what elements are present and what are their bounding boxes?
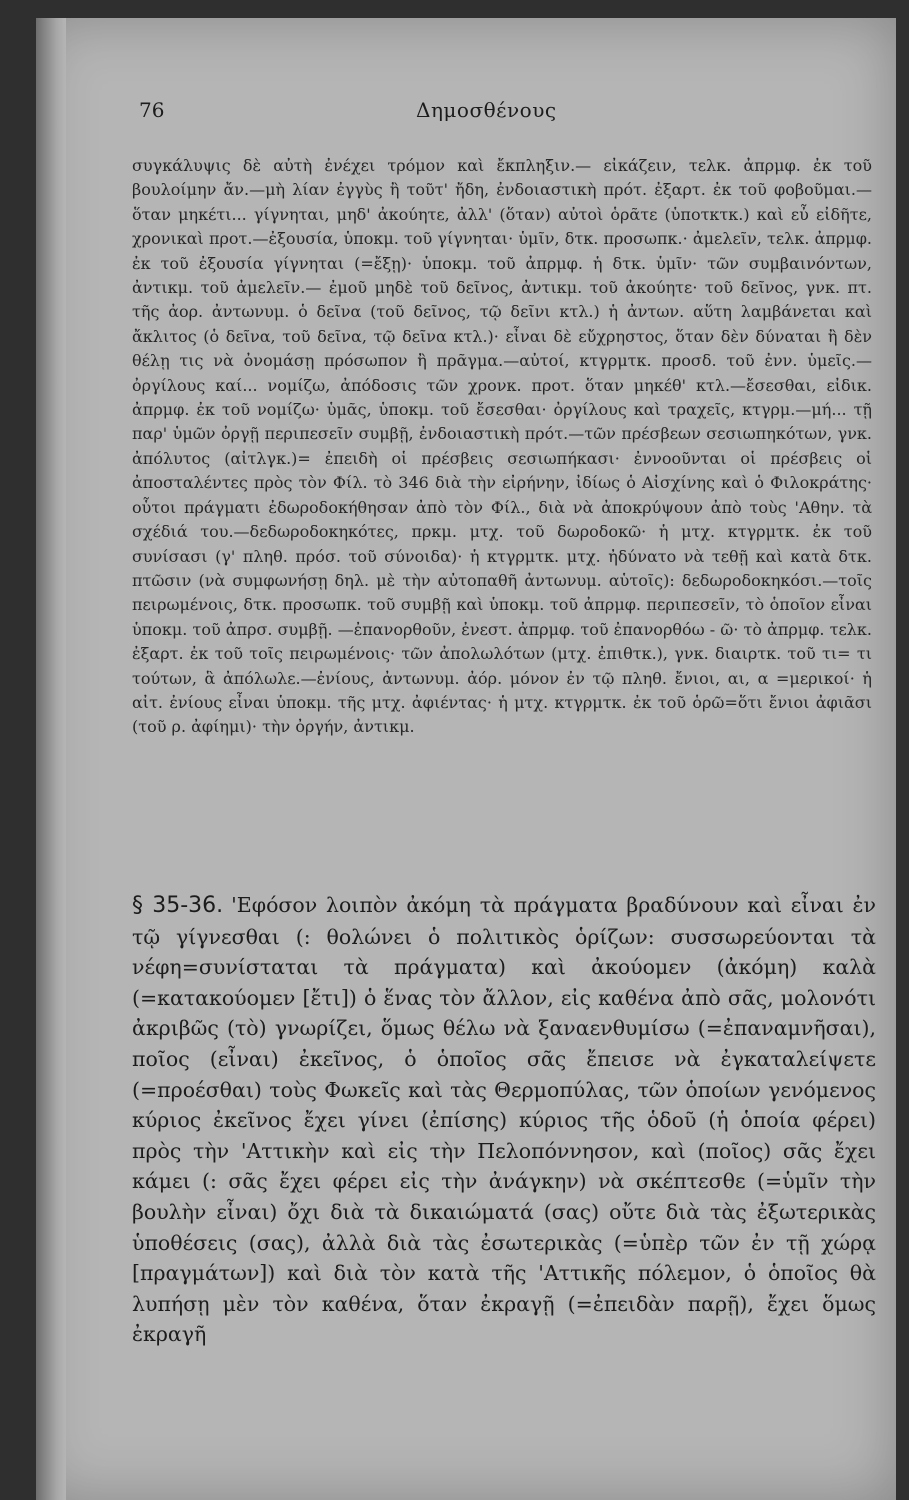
commentary-text: συγκάλυψις δὲ αὐτὴ ἐνέχει τρόμον καὶ ἔκπληξιν.— εἰκάζειν, τελκ. ἀπρμφ. ἐκ τοῦ βουλοίμην ἄν.—μὴ λίαν ἐγγὺς ἢ τοῦτ' ἤδη, ἐνδοιαστικὴ πρότ. ἐξαρτ. ἐκ τοῦ φοβοῦμαι.—ὅταν μηκέτι... γίγνηται, μηδ' ἀκούητε, ἀλλ' (ὅταν) αὐτοὶ ὁρᾶτε (ὑποτκτκ.) καὶ εὖ εἰδῆτε, χρονικαὶ προτ.—ἐξουσία, ὑποκμ. τοῦ γίγνηται· ὑμῖν, δτκ. προσωπκ.· ἀμελεῖν, τελκ. ἀπρμφ. ἐκ τοῦ ἐξουσία γίγνηται (=ἔξῃ)· ὑποκμ. τοῦ ἀπρμφ. ἡ δτκ. ὑμῖν· τῶν συμβαινόντων, ἀντικμ. τοῦ ἀμελεῖν.— ἐμοῦ μηδὲ τοῦ δεῖνος, ἀντικμ. τοῦ ἀκούητε· τοῦ δεῖνος, γνκ. πτ. τῆς ἀορ. ἀντωνυμ. ὁ δεῖνα (τοῦ δεῖνος, τῷ δεῖνι κτλ.) ἡ ἀντων. αὕτη λαμβάνεται καὶ ἄκλιτος (ὁ δεῖνα, τοῦ δεῖνα, τῷ δεῖνα κτλ.)· εἶναι δὲ εὔχρηστος, ὅταν δὲν δύναται ἢ δὲν θέλῃ τις νὰ ὀνομάσῃ πρόσωπον ἢ πρᾶγμα.—αὐτοί, κτγρμτκ. προσδ. τοῦ ἐνν. ὑμεῖς.—ὀργίλους καί... νομίζω, ἀπόδοσις τῶν χρονκ. προτ. ὅταν μηκέθ' κτλ.—ἔσεσθαι, εἰδικ. ἀπρμφ. ἐκ τοῦ νομίζω· ὑμᾶς, ὑποκμ. τοῦ ἔσεσθαι· ὀργίλους καὶ τραχεῖς, κτγρμ.—μή... τῇ παρ' ὑμῶν ὀργῇ περιπεσεῖν συμβῇ, ἐνδοιαστικὴ πρότ.—τῶν πρέσβεων σεσιωπηκότων, γνκ. ἀπόλυτος (αἰτλγκ.)= ἐπειδὴ οἱ πρέσβεις σεσιωπήκασι· ἐννοοῦνται οἱ πρέσβεις οἱ ἀποσταλέντες πρὸς τὸν Φίλ. τὸ 346 διὰ τὴν εἰρήνην, ἰδίως ὁ Αἰσχίνης καὶ ὁ Φιλοκράτης· οὗτοι πράγματι ἐδωροδοκήθησαν ἀπὸ τὸν Φίλ., διὰ νὰ ἀποκρύψουν ἀπὸ τοὺς 'Αθην. τὰ σχέδιά του.—δεδωροδοκηκότες, πρκμ. μτχ. τοῦ δωροδοκῶ· ἡ μτχ. κτγρμτκ. ἐκ τοῦ συνίσασι (γ' πληθ. πρόσ. τοῦ σύνοιδα)· ἡ κτγρμτκ. μτχ. ἠδύνατο νὰ τεθῇ καὶ κατὰ δτκ. πτῶσιν (νὰ συμφωνήσῃ δηλ. μὲ τὴν αὐτοπαθῆ ἀντωνυμ. αὑτοῖς): δεδωροδοκηκόσι.—τοῖς πειρωμένοις, δτκ. προσωπκ. τοῦ συμβῇ καὶ ὑποκμ. τοῦ ἀπρμφ. περιπεσεῖν, τὸ ὁποῖον εἶναι ὑποκμ. τοῦ ἀπρσ. συμβῇ. —ἐπανορθοῦν, ἐνεστ. ἀπρμφ. τοῦ ἐπανορθόω - ῶ· τὸ ἀπρμφ. τελκ. ἐξαρτ. ἐκ τοῦ τοῖς πειρωμένοις· τῶν ἀπολωλότων (μτχ. ἐπιθτκ.), γνκ. διαιρτκ. τοῦ τι= τι τούτων, ἃ ἀπόλωλε.—ἐνίους, ἀντωνυμ. ἀόρ. μόνον ἐν τῷ πληθ. ἔνιοι, αι, α =μερικοί· ἡ αἰτ. ἐνίους εἶναι ὑποκμ. τῆς μτχ. ἀφιέντας· ἡ μτχ. κτγρμτκ. ἐκ τοῦ ὁρῶ=ὅτι ἔνιοι ἀφιᾶσι (τοῦ ρ. ἀφίημι)· τὴν ὀργήν, ἀντικμ.	[132, 156, 872, 737]
page-number: 76	[139, 98, 165, 122]
running-title: Δημοσθένους	[416, 98, 557, 122]
section-35-36	[132, 890, 876, 1350]
section-paragraph	[132, 890, 876, 1350]
section-marker: § 35-36.	[132, 893, 224, 918]
page-binding-shadow	[36, 18, 66, 1500]
book-page	[36, 18, 896, 1500]
commentary-block	[132, 154, 872, 740]
section-text: 'Εφόσον λοιπὸν ἀκόμη τὰ πράγματα βραδύνουν καὶ εἶναι ἐν τῷ γίγνεσθαι (: θολώνει ὁ πολιτικὸς ὁρίζων: συσσωρεύονται τὰ νέφη=συνίσταται τὰ πράγματα) καὶ ἀκούομεν (ἀκόμη) καλὰ (=κατακούομεν [ἔτι]) ὁ ἕνας τὸν ἄλλον, εἰς καθένα ἀπὸ σᾶς, μολονότι ἀκριβῶς (τὸ) γνωρίζει, ὅμως θέλω νὰ ξαναενθυμίσω (=ἐπαναμνῆσαι), ποῖος (εἶναι) ἐκεῖνος, ὁ ὁποῖος σᾶς ἔπεισε νὰ ἐγκαταλείψετε (=προέσθαι) τοὺς Φωκεῖς καὶ τὰς Θερμοπύλας, τῶν ὁποίων γενόμενος κύριος ἐκεῖνος ἔχει γίνει (ἐπίσης) κύριος τῆς ὁδοῦ (ἡ ὁποία φέρει) πρὸς τὴν 'Αττικὴν καὶ εἰς τὴν Πελοπόννησον, καὶ (ποῖος) σᾶς ἔχει κάμει (: σᾶς ἔχει φέρει εἰς τὴν ἀνάγκην) νὰ σκέπτεσθε (=ὑμῖν τὴν βουλὴν εἶναι) ὄχι διὰ τὰ δικαιώματά (σας) οὔτε διὰ τὰς ἐξωτερικὰς ὑποθέσεις (σας), ἀλλὰ διὰ τὰς ἐσωτερικὰς (=ὑπὲρ τῶν ἐν τῇ χώρᾳ [πραγμάτων]) καὶ διὰ τὸν κατὰ τῆς 'Αττικῆς πόλεμον, ὁ ὁποῖος θὰ λυπήσῃ μὲν τὸν καθένα, ὅταν ἐκραγῇ (=ἐπειδὰν παρῇ), ἔχει ὅμως ἐκραγῆ	[132, 893, 876, 1347]
